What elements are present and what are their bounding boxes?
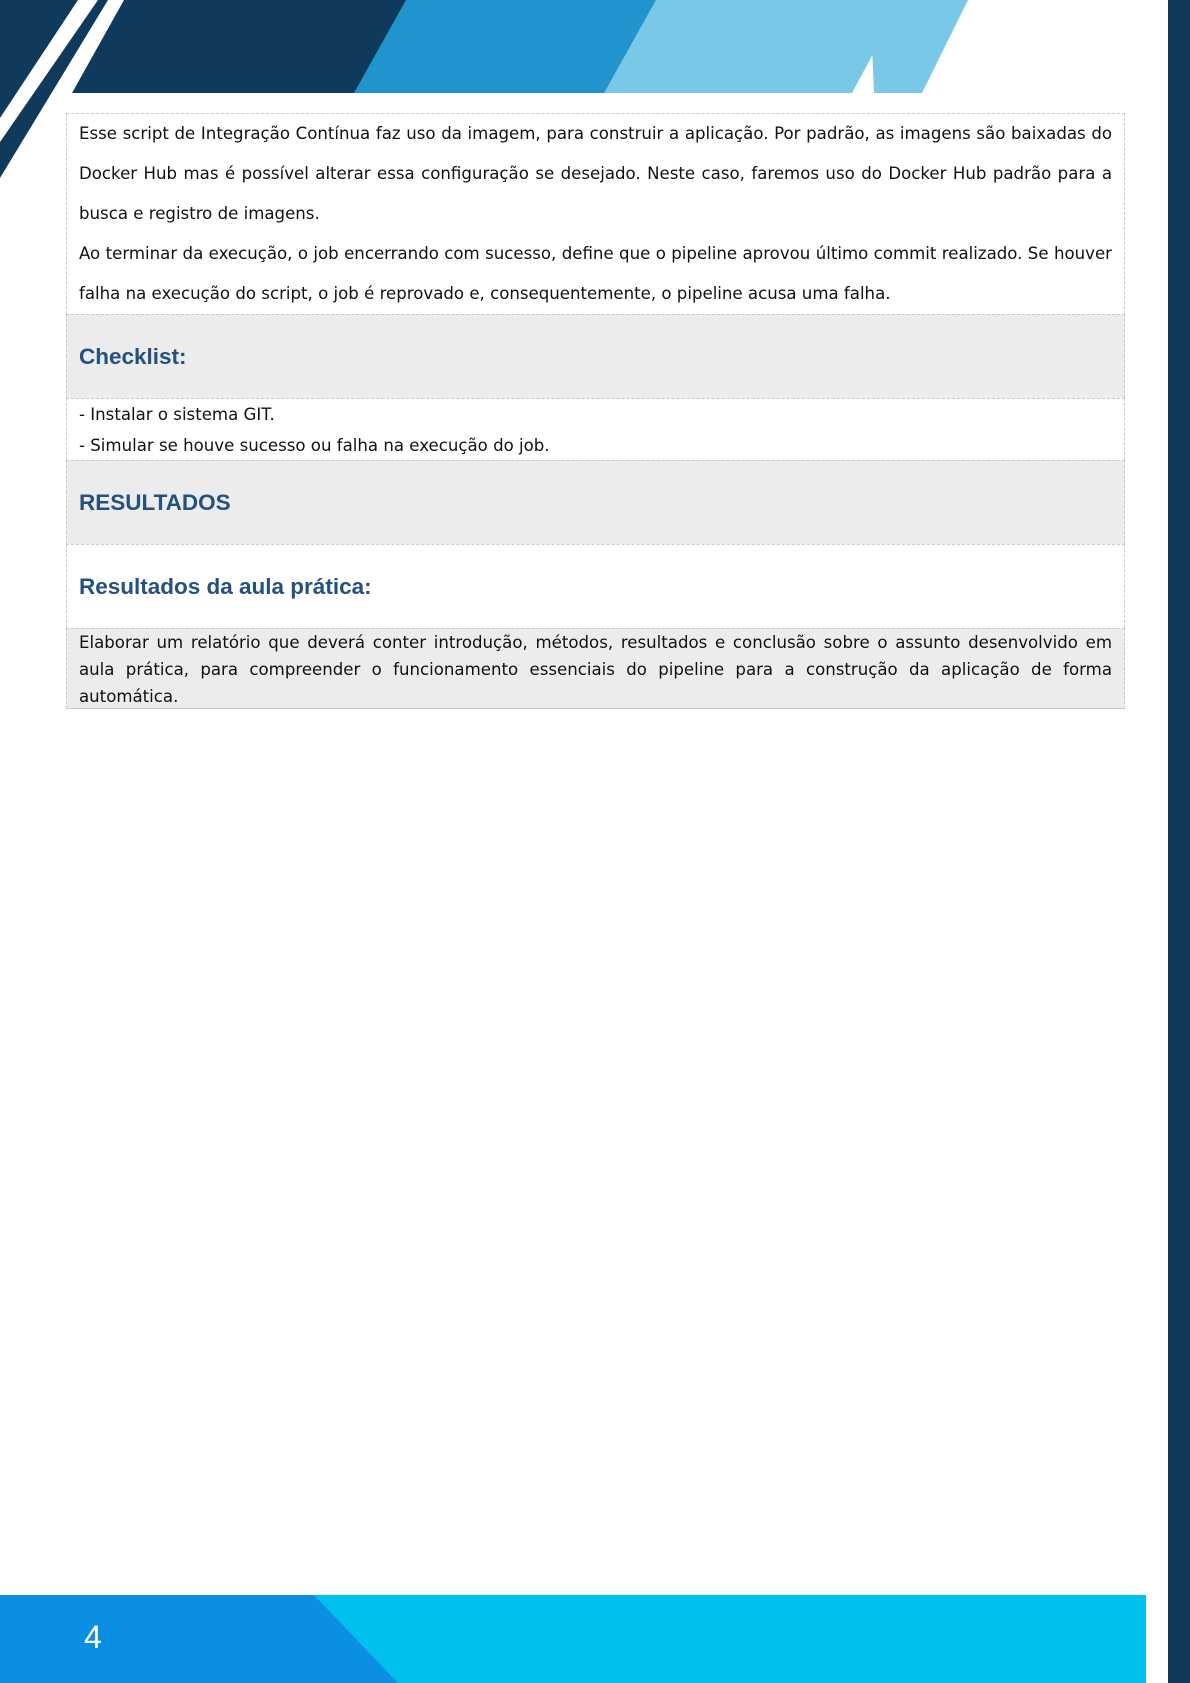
checklist-item: - Instalar o sistema GIT.: [79, 405, 275, 424]
checklist-items: [66, 398, 1125, 460]
results-text: Elaborar um relatório que deverá conter introdução, métodos, resultados e conclusão sobre o assunto desenvolvido em aula prática, para compreender o funcionamento essenciais do pipeline para a construção da aplicação de forma automática.: [79, 633, 1112, 706]
results-subheader: [66, 544, 1125, 628]
intro-paragraph-1: Esse script de Integração Contínua faz uso da imagem, para construir a aplicação. Por padrão, as imagens são baixadas do Docker Hub mas é possível alterar essa configuração se desejado. Neste caso, faremos uso do Docker Hub padrão para a busca e registro de imagens.: [79, 124, 1112, 223]
document-content: [66, 113, 1125, 709]
checklist-title: Checklist:: [79, 343, 187, 369]
intro-paragraph-2: Ao terminar da execução, o job encerrando com sucesso, define que o pipeline aprovou último commit realizado. Se houver falha na execução do script, o job é reprovado e, consequentemente, o pipeline acusa uma falha.: [79, 244, 1112, 303]
results-subtitle: Resultados da aula prática:: [79, 573, 372, 599]
results-header: [66, 460, 1125, 544]
header-dark-band: [72, 0, 406, 93]
checklist-header: [66, 314, 1125, 398]
page-number: 4: [84, 1619, 102, 1655]
right-edge-bar: [1168, 0, 1190, 1683]
checklist-item: - Simular se houve sucesso ou falha na execução do job.: [79, 436, 550, 455]
results-body: [66, 628, 1125, 709]
intro-section: [66, 113, 1125, 314]
results-title: RESULTADOS: [79, 489, 231, 515]
